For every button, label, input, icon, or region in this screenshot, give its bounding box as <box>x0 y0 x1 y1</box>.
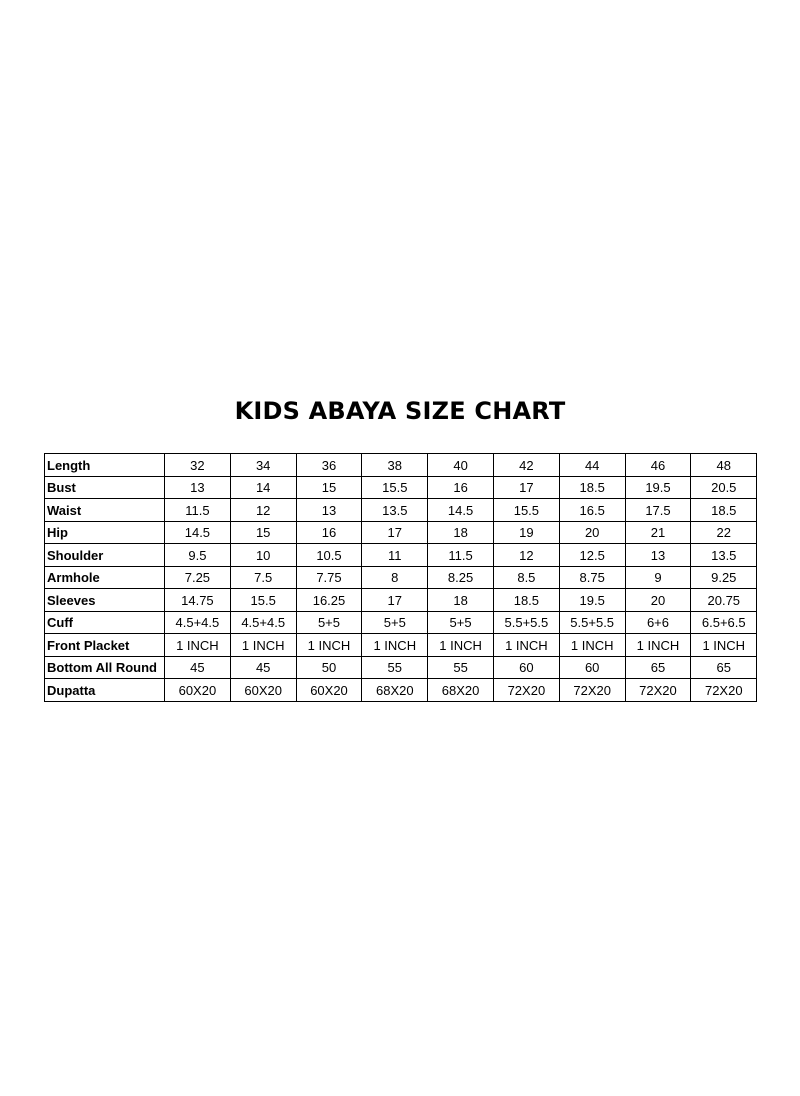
table-cell: 17 <box>493 476 559 499</box>
row-label: Cuff <box>45 611 165 634</box>
table-row <box>45 611 757 634</box>
table-cell: 8.5 <box>493 566 559 589</box>
table-cell: 13 <box>296 499 362 522</box>
table-cell: 15.5 <box>362 476 428 499</box>
row-label: Bust <box>45 476 165 499</box>
table-cell: 12 <box>493 544 559 567</box>
row-label: Front Placket <box>45 634 165 657</box>
table-cell: 60 <box>559 656 625 679</box>
table-cell: 16 <box>296 521 362 544</box>
table-cell: 11 <box>362 544 428 567</box>
table-cell: 9 <box>625 566 691 589</box>
table-cell: 6.5+6.5 <box>691 611 757 634</box>
row-label: Sleeves <box>45 589 165 612</box>
table-cell: 14.5 <box>428 499 494 522</box>
table-row <box>45 476 757 499</box>
table-cell: 14 <box>230 476 296 499</box>
table-cell: 17 <box>362 589 428 612</box>
table-cell: 60X20 <box>165 679 231 702</box>
table-cell: 5.5+5.5 <box>493 611 559 634</box>
table-cell: 4.5+4.5 <box>230 611 296 634</box>
table-cell: 20 <box>625 589 691 612</box>
table-cell: 10 <box>230 544 296 567</box>
table-row <box>45 566 757 589</box>
table-cell: 1 INCH <box>559 634 625 657</box>
table-row <box>45 499 757 522</box>
table-cell: 7.25 <box>165 566 231 589</box>
table-row <box>45 544 757 567</box>
page-title: KIDS ABAYA SIZE CHART <box>234 397 566 425</box>
table-cell: 18.5 <box>691 499 757 522</box>
table-cell: 11.5 <box>428 544 494 567</box>
table-cell: 72X20 <box>559 679 625 702</box>
table-cell: 5.5+5.5 <box>559 611 625 634</box>
table-cell: 21 <box>625 521 691 544</box>
table-cell: 16 <box>428 476 494 499</box>
table-cell: 45 <box>165 656 231 679</box>
row-label: Waist <box>45 499 165 522</box>
table-row <box>45 634 757 657</box>
size-chart-table <box>44 453 757 702</box>
table-cell: 72X20 <box>625 679 691 702</box>
table-cell: 1 INCH <box>230 634 296 657</box>
table-cell: 20 <box>559 521 625 544</box>
table-cell: 46 <box>625 454 691 477</box>
table-cell: 42 <box>493 454 559 477</box>
table-cell: 14.75 <box>165 589 231 612</box>
table-cell: 65 <box>691 656 757 679</box>
table-cell: 1 INCH <box>428 634 494 657</box>
table-cell: 1 INCH <box>165 634 231 657</box>
table-cell: 11.5 <box>165 499 231 522</box>
table-cell: 19.5 <box>625 476 691 499</box>
table-cell: 45 <box>230 656 296 679</box>
row-label: Dupatta <box>45 679 165 702</box>
table-cell: 8.75 <box>559 566 625 589</box>
table-row <box>45 589 757 612</box>
table-cell: 72X20 <box>493 679 559 702</box>
table-cell: 9.5 <box>165 544 231 567</box>
table-cell: 32 <box>165 454 231 477</box>
table-cell: 18.5 <box>559 476 625 499</box>
table-cell: 60X20 <box>230 679 296 702</box>
row-label: Length <box>45 454 165 477</box>
table-cell: 15.5 <box>493 499 559 522</box>
table-cell: 18 <box>428 521 494 544</box>
table-cell: 16.25 <box>296 589 362 612</box>
table-cell: 68X20 <box>428 679 494 702</box>
table-cell: 10.5 <box>296 544 362 567</box>
table-cell: 55 <box>362 656 428 679</box>
table-row <box>45 454 757 477</box>
table-cell: 13.5 <box>691 544 757 567</box>
table-cell: 34 <box>230 454 296 477</box>
row-label: Armhole <box>45 566 165 589</box>
table-cell: 19 <box>493 521 559 544</box>
table-cell: 22 <box>691 521 757 544</box>
table-row <box>45 679 757 702</box>
table-cell: 12.5 <box>559 544 625 567</box>
row-label: Shoulder <box>45 544 165 567</box>
table-cell: 16.5 <box>559 499 625 522</box>
table-cell: 15 <box>230 521 296 544</box>
table-cell: 1 INCH <box>691 634 757 657</box>
table-cell: 60 <box>493 656 559 679</box>
table-cell: 19.5 <box>559 589 625 612</box>
table-cell: 18 <box>428 589 494 612</box>
table-cell: 7.75 <box>296 566 362 589</box>
size-chart-body <box>45 454 757 702</box>
table-cell: 13 <box>165 476 231 499</box>
table-cell: 1 INCH <box>296 634 362 657</box>
table-cell: 1 INCH <box>362 634 428 657</box>
table-cell: 4.5+4.5 <box>165 611 231 634</box>
table-cell: 38 <box>362 454 428 477</box>
row-label: Hip <box>45 521 165 544</box>
table-cell: 7.5 <box>230 566 296 589</box>
table-cell: 36 <box>296 454 362 477</box>
table-cell: 9.25 <box>691 566 757 589</box>
table-cell: 48 <box>691 454 757 477</box>
table-cell: 44 <box>559 454 625 477</box>
table-cell: 55 <box>428 656 494 679</box>
table-cell: 60X20 <box>296 679 362 702</box>
table-cell: 68X20 <box>362 679 428 702</box>
table-cell: 8.25 <box>428 566 494 589</box>
table-row <box>45 521 757 544</box>
table-cell: 15 <box>296 476 362 499</box>
table-cell: 20.75 <box>691 589 757 612</box>
table-cell: 13 <box>625 544 691 567</box>
row-label: Bottom All Round <box>45 656 165 679</box>
table-cell: 5+5 <box>362 611 428 634</box>
table-cell: 40 <box>428 454 494 477</box>
table-cell: 12 <box>230 499 296 522</box>
table-cell: 17 <box>362 521 428 544</box>
table-row <box>45 656 757 679</box>
table-cell: 1 INCH <box>625 634 691 657</box>
table-cell: 14.5 <box>165 521 231 544</box>
table-cell: 13.5 <box>362 499 428 522</box>
table-cell: 5+5 <box>296 611 362 634</box>
table-cell: 15.5 <box>230 589 296 612</box>
table-cell: 18.5 <box>493 589 559 612</box>
table-cell: 65 <box>625 656 691 679</box>
table-cell: 1 INCH <box>493 634 559 657</box>
table-cell: 20.5 <box>691 476 757 499</box>
table-cell: 50 <box>296 656 362 679</box>
table-cell: 72X20 <box>691 679 757 702</box>
table-cell: 8 <box>362 566 428 589</box>
table-cell: 5+5 <box>428 611 494 634</box>
table-cell: 17.5 <box>625 499 691 522</box>
table-cell: 6+6 <box>625 611 691 634</box>
